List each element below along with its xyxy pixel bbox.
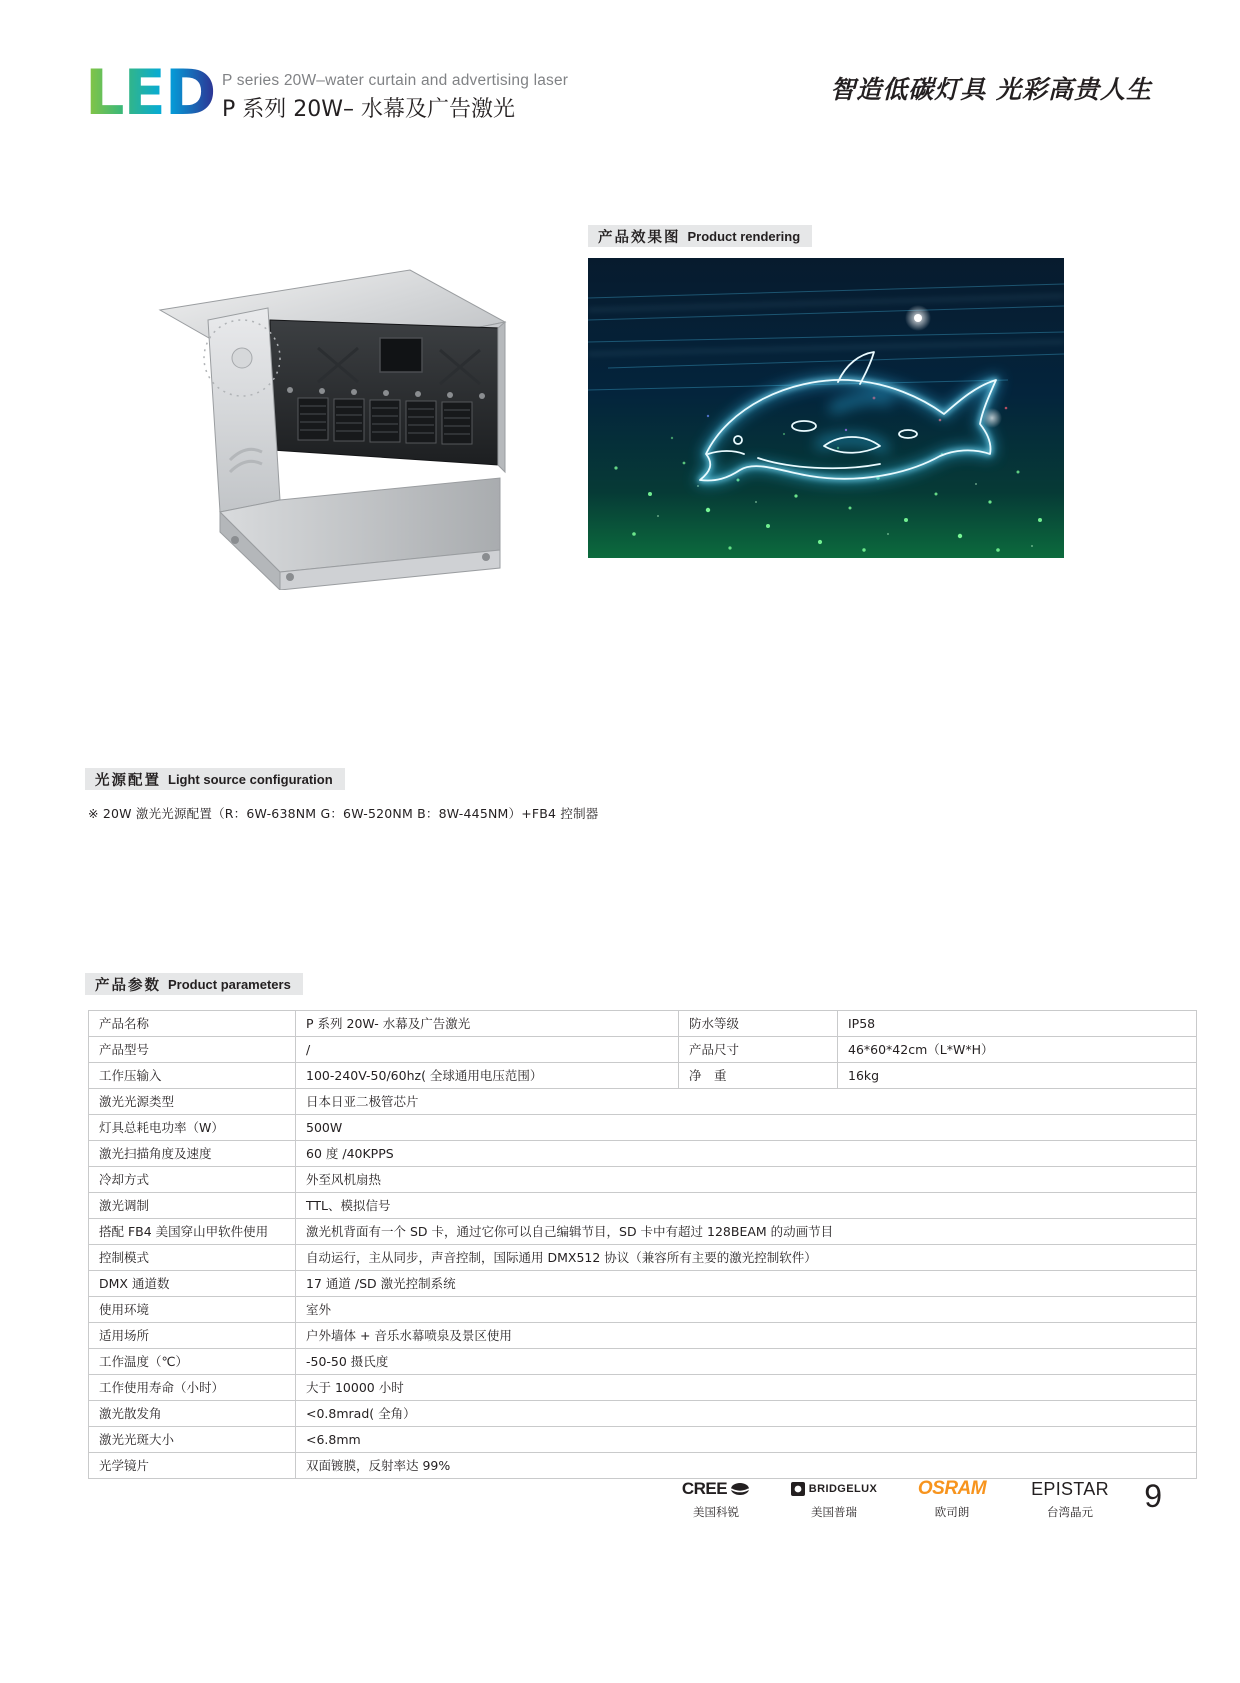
table-row [89,1401,1197,1427]
table-row [89,1297,1197,1323]
osram-logo [906,1478,998,1500]
param-value: 激光机背面有一个 SD 卡，通过它你可以自己编辑节目，SD 卡中有超过 128BEAM 的动画节目 [296,1219,1197,1245]
table-row [89,1375,1197,1401]
brand-cree [670,1478,762,1520]
table-row [89,1349,1197,1375]
bridgelux-sub: 美国普瑞 [811,1505,857,1519]
param-key: DMX 通道数 [89,1271,296,1297]
table-row [89,1141,1197,1167]
table-row [89,1167,1197,1193]
param-key: 产品型号 [89,1037,296,1063]
bridgelux-logo [788,1478,880,1500]
light-source-note: ※ 20W 激光光源配置（R：6W-638NM G：6W-520NM B：8W-445NM）+FB4 控制器 [88,806,599,821]
param-value: 双面镀膜，反射率达 99% [296,1453,1197,1479]
light-source-label-en: Light source configuration [168,771,333,787]
table-row [89,1271,1197,1297]
product-parameters-table [88,1010,1197,1479]
brand-osram [906,1478,998,1520]
param-value: / [296,1037,679,1063]
light-source-section-label [85,768,345,790]
osram-sub: 欧司朗 [934,1505,970,1519]
parameters-section-label [85,973,303,995]
table-row [89,1245,1197,1271]
product-photo-illustration [90,250,530,590]
param-value: 户外墙体 + 音乐水幕喷泉及景区使用 [296,1323,1197,1349]
epistar-logo [1024,1478,1116,1500]
param-value: 日本日亚二极管芯片 [296,1089,1197,1115]
epistar-sub: 台湾晶元 [1047,1505,1093,1519]
header-slogan: 智造低碳灯具 光彩高贵人生 [830,75,1152,104]
param-key: 工作压输入 [89,1063,296,1089]
param-key: 工作温度（℃） [89,1349,296,1375]
table-row [89,1063,1197,1089]
cree-logo [670,1478,762,1500]
rendering-label-cn: 产品效果图 [598,229,681,246]
param-key: 激光调制 [89,1193,296,1219]
product-photo [90,250,530,590]
table-row [89,1323,1197,1349]
param-key: 适用场所 [89,1323,296,1349]
table-row [89,1219,1197,1245]
param-key: 冷却方式 [89,1167,296,1193]
param-key: 灯具总耗电功率（W） [89,1115,296,1141]
param-value: 500W [296,1115,1197,1141]
param-value: 100-240V-50/60hz( 全球通用电压范围） [296,1063,679,1089]
light-source-label-cn: 光源配置 [95,772,161,789]
rendering-illustration [588,258,1064,558]
page-header [0,0,1240,150]
table-row [89,1011,1197,1037]
table-row [89,1037,1197,1063]
table-row [89,1089,1197,1115]
bridgelux-wordmark: BRIDGELUX [808,1483,878,1495]
cree-sub: 美国科锐 [693,1505,739,1519]
bridgelux-mark-icon [791,1482,805,1496]
led-logo: LED [85,56,216,129]
param-key: 激光扫描角度及速度 [89,1141,296,1167]
param-value-2: 46*60*42cm（L*W*H） [838,1037,1197,1063]
param-key-2: 净 重 [679,1063,838,1089]
param-key: 激光光源类型 [89,1089,296,1115]
epistar-wordmark: EPISTAR [1031,1478,1109,1499]
brand-epistar [1024,1478,1116,1520]
brand-logos [670,1478,1116,1520]
param-value: 60 度 /40KPPS [296,1141,1197,1167]
table-row [89,1427,1197,1453]
param-value: -50-50 摄氏度 [296,1349,1197,1375]
param-key-2: 防水等级 [679,1011,838,1037]
parameters-label-en: Product parameters [168,976,291,992]
param-value: 自动运行，主从同步，声音控制，国际通用 DMX512 协议（兼容所有主要的激光控制软件） [296,1245,1197,1271]
param-value: TTL、模拟信号 [296,1193,1197,1219]
param-key: 工作使用寿命（小时） [89,1375,296,1401]
rendering-section-label [588,225,812,247]
page-number: 9 [1144,1478,1162,1514]
param-value: 室外 [296,1297,1197,1323]
parameters-label-cn: 产品参数 [95,977,161,994]
param-value: <6.8mm [296,1427,1197,1453]
header-titles [222,70,568,126]
header-title-english: P series 20W–water curtain and advertising laser [222,72,569,89]
param-key: 控制模式 [89,1245,296,1271]
param-value: 外至风机扇热 [296,1167,1197,1193]
param-value: <0.8mrad( 全角） [296,1401,1197,1427]
param-value: 17 通道 /SD 激光控制系统 [296,1271,1197,1297]
param-value-2: IP58 [838,1011,1197,1037]
osram-wordmark: OSRAM [917,1478,987,1499]
table-row [89,1115,1197,1141]
header-title-chinese: P 系列 20W– 水幕及广告激光 [222,97,515,122]
cree-mark-icon [730,1481,750,1497]
param-key: 激光光斑大小 [89,1427,296,1453]
param-key-2: 产品尺寸 [679,1037,838,1063]
param-key: 产品名称 [89,1011,296,1037]
brand-bridgelux [788,1478,880,1520]
param-key: 激光散发角 [89,1401,296,1427]
param-value: 大于 10000 小时 [296,1375,1197,1401]
param-value-2: 16kg [838,1063,1197,1089]
table-row [89,1453,1197,1479]
param-value: P 系列 20W- 水幕及广告激光 [296,1011,679,1037]
rendering-label-en: Product rendering [687,228,801,244]
param-key: 使用环境 [89,1297,296,1323]
param-key: 光学镜片 [89,1453,296,1479]
cree-wordmark: CREE [681,1479,728,1498]
table-row [89,1193,1197,1219]
product-rendering-image [588,258,1064,558]
param-key: 搭配 FB4 美国穿山甲软件使用 [89,1219,296,1245]
